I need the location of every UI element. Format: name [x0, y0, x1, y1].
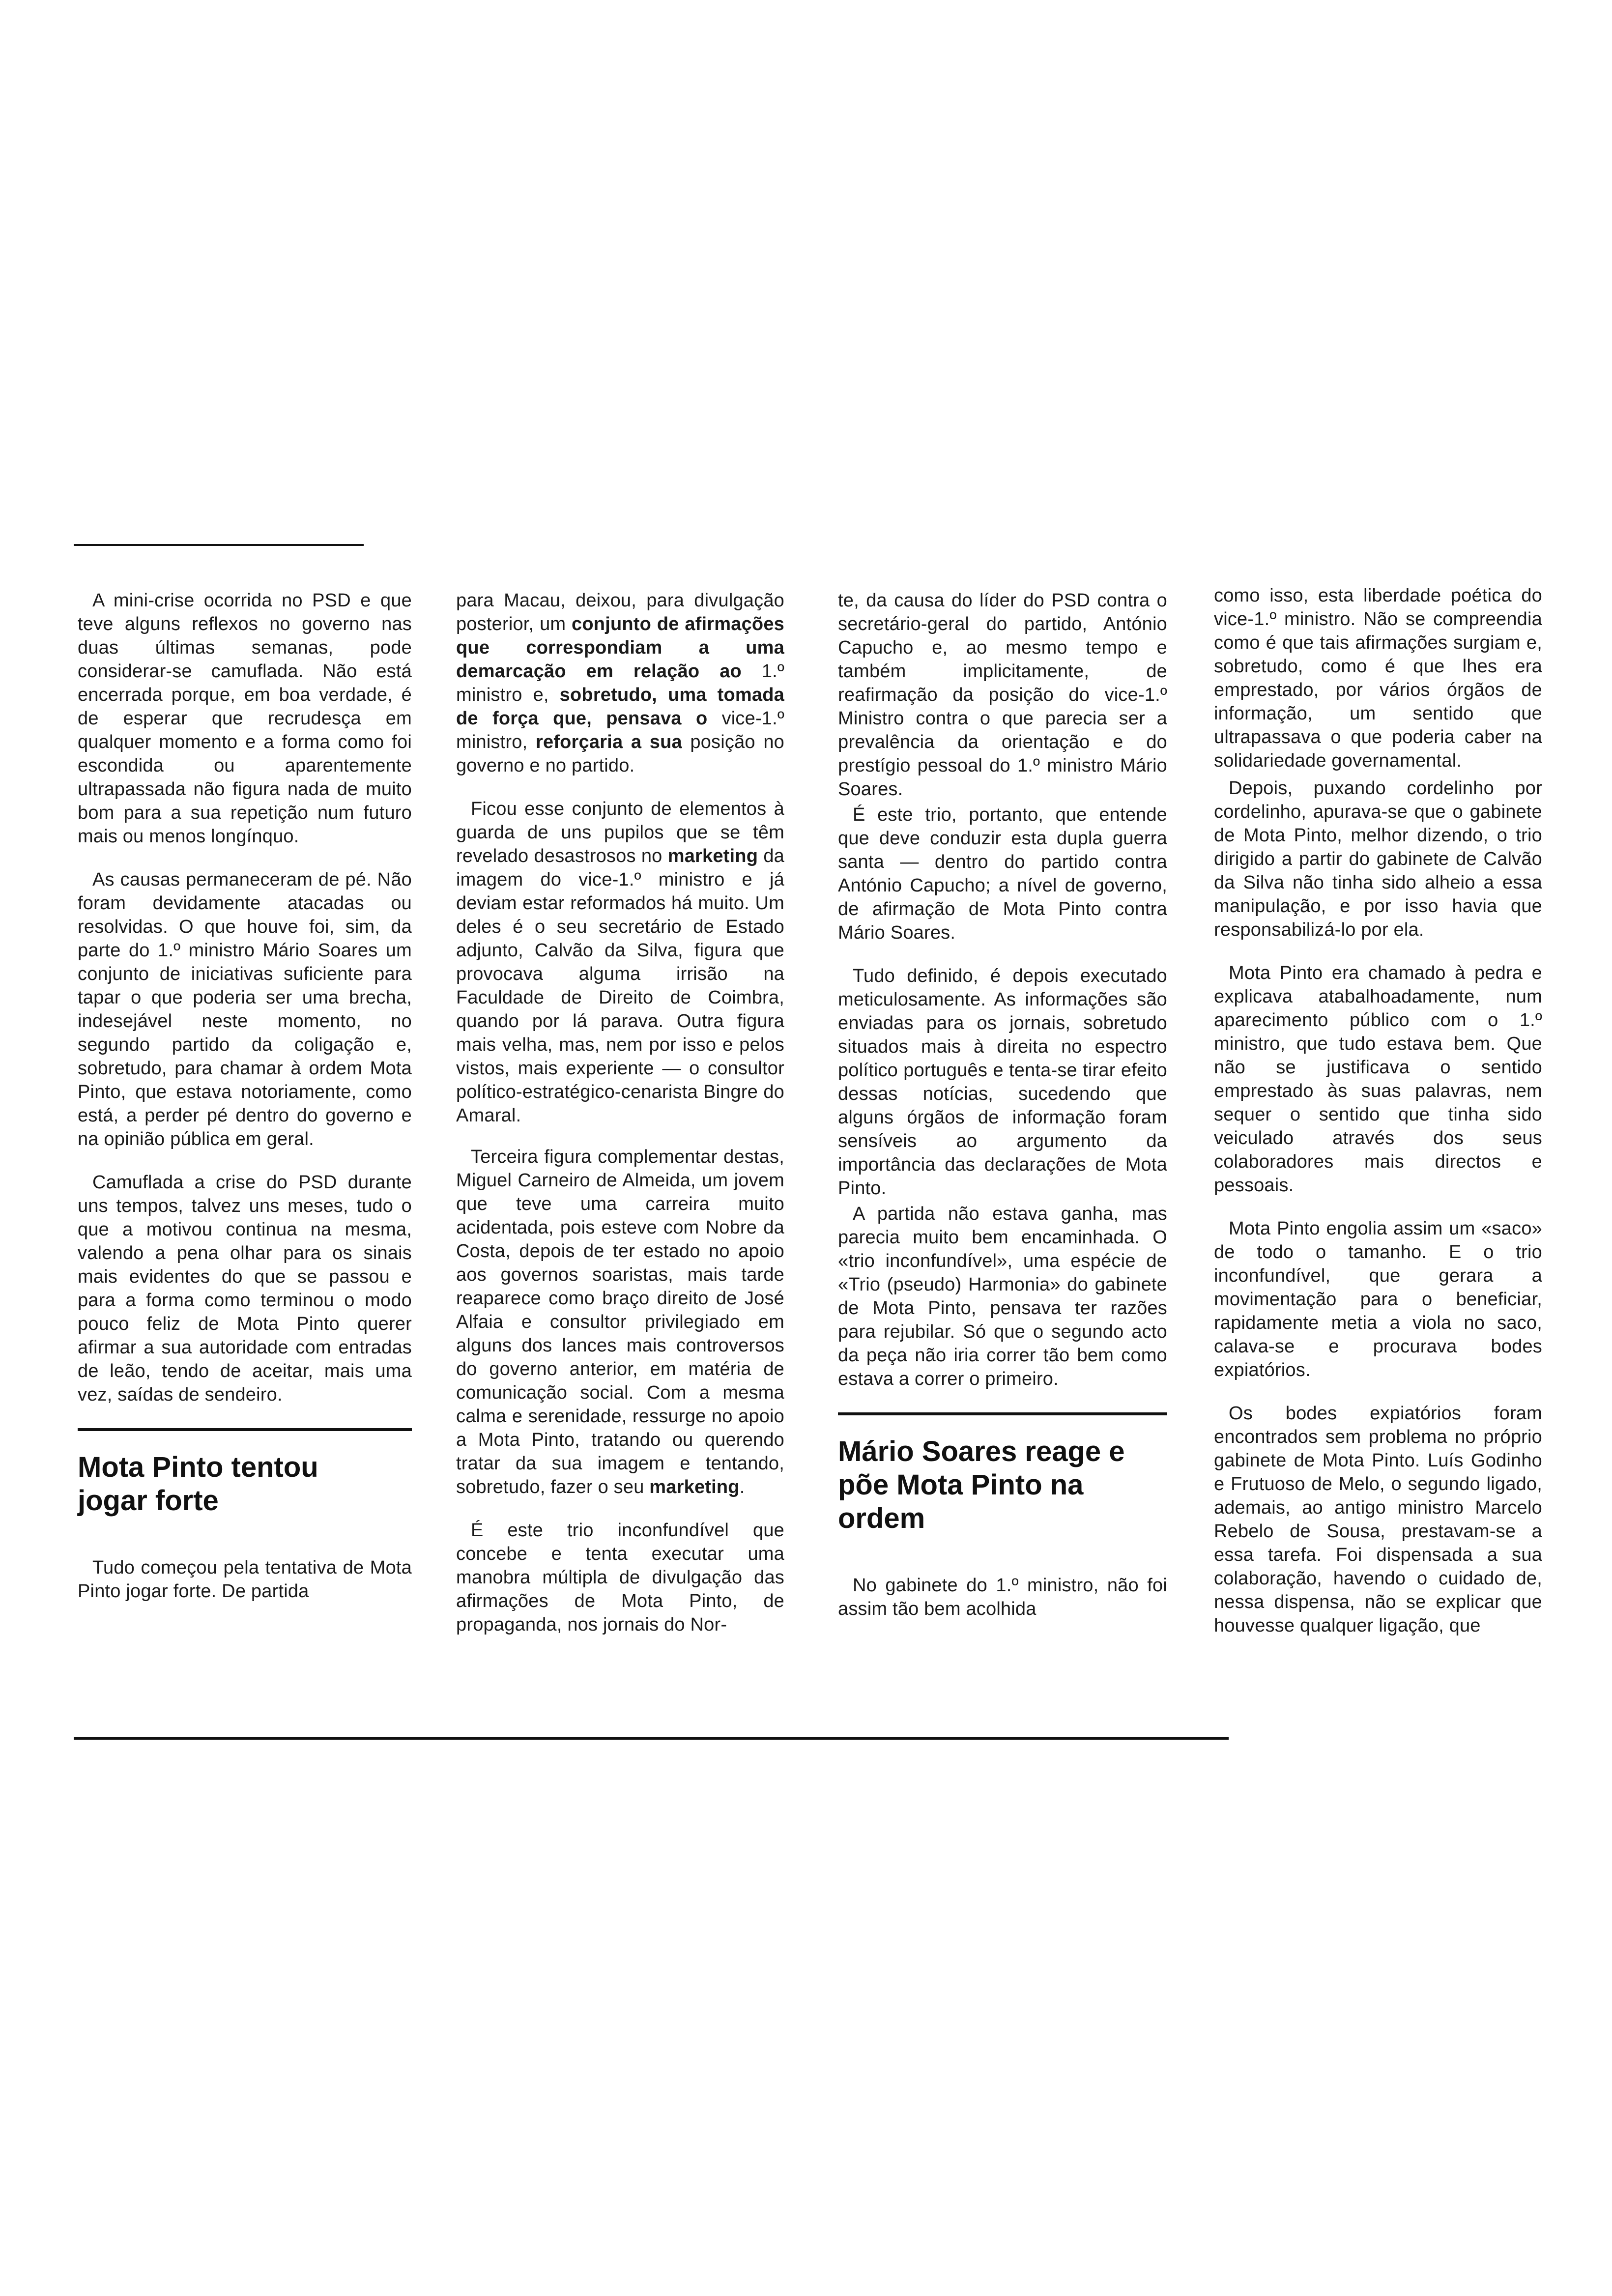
bottom-rule — [74, 1737, 1229, 1740]
paragraph: A mini-crise ocorrida no PSD e que teve alguns reflexos no governo nas duas últimas semanas, pode considerar-se camuflada. Não está encerrada porque, em boa verdade, é de esperar que recrudesça em qualquer momento e a forma como foi escondida ou aparentemente ultrapassada não figura nada de muito bom para a sua repetição num futuro mais ou menos longínquo. — [78, 590, 412, 847]
section-rule — [78, 1428, 412, 1431]
section-heading: Mota Pinto tentou jogar forte — [78, 1451, 318, 1517]
paragraph: No gabinete do 1.º ministro, não foi assim tão bem acolhida — [838, 1575, 1167, 1619]
paragraph: como isso, esta liberdade poética do vice-1.º ministro. Não se compreendia como é que tais afirmações surgiam e, sobretudo, como é que lhes era emprestado, por vários órgãos de informação, um sentido que ultrapassava o que poderia caber na solidariedade governamental. — [1214, 585, 1542, 771]
paragraph: Terceira figura complementar destas, Miguel Carneiro de Almeida, um jovem que teve uma carreira muito acidentada, pois esteve com Nobre da Costa, depois de ter estado no apoio aos governos soaristas, mais tarde reaparece como braço direito de José Alfaia e consultor privilegiado em alguns dos lances mais controversos do governo anterior, em matéria de comunicação social. Com a mesma calma e serenidade, ressurge no apoio a Mota Pinto, tratando ou querendo tratar da sua imagem e tentando, sobretudo, fazer o seu marketing. — [456, 1147, 784, 1497]
paragraph: É este trio, portanto, que entende que deve conduzir esta dupla guerra santa — dentro do partido contra António Capucho; a nível de governo, de afirmação de Mota Pinto contra Mário Soares. — [838, 804, 1167, 943]
column-1 — [78, 589, 412, 1623]
paragraph: As causas permaneceram de pé. Não foram devidamente atacadas ou resolvidas. O que houve foi, sim, da parte do 1.º ministro Mário Soares um conjunto de iniciativas suficiente para tapar o que poderia ser uma brecha, indesejável neste momento, no segundo partido da coligação e, sobretudo, para chamar à ordem Mota Pinto, que estava notoriamente, como está, a perder pé dentro do governo e na opinião pública em geral. — [78, 869, 412, 1149]
paragraph: Mota Pinto era chamado à pedra e explicava atabalhoadamente, num aparecimento público com o 1.º ministro, que tudo estava bem. Que não se justificava o sentido emprestado às suas palavras, nem sequer o sentido que tinha sido veiculado através dos seus colaboradores mais directos e pessoais. — [1214, 963, 1542, 1196]
paragraph: Tudo definido, é depois executado meticulosamente. As informações são enviadas para os jornais, sobretudo situados mais à direita no espectro político português e tenta-se tirar efeito dessas notícias, sucedendo que alguns órgãos de informação foram sensíveis ao argumento da importância das declarações de Mota Pinto. — [838, 966, 1167, 1199]
paragraph: Os bodes expiatórios foram encontrados sem problema no próprio gabinete de Mota Pinto. Luís Godinho e Frutuoso de Melo, o segundo ligado, ademais, ao antigo ministro Marcelo Rebelo de Sousa, prestavam-se a essa tarefa. Foi dispensada a sua colaboração, havendo o cuidado de, nessa dispensa, não se explicar que houvesse qualquer ligação, que — [1214, 1403, 1542, 1636]
paragraph: É este trio inconfundível que concebe e tenta executar uma manobra múltipla de divulgação das afirmações de Mota Pinto, de propaganda, nos jornais do Nor- — [456, 1520, 784, 1635]
section-rule — [838, 1412, 1167, 1415]
paragraph: Camuflada a crise do PSD durante uns tempos, talvez uns meses, tudo o que a motivou continua na mesma, valendo a pena olhar para os sinais mais evidentes do que se passou e para a forma como terminou o modo pouco feliz de Mota Pinto querer afirmar a sua autoridade com entradas de leão, tendo de aceitar, mais uma vez, saídas de sendeiro. — [78, 1172, 412, 1405]
column-2 — [456, 589, 784, 1656]
paragraph: para Macau, deixou, para divulgação posterior, um conjunto de afirmações que correspondiam a uma demarcação em relação ao 1.º ministro e, sobretudo, uma tomada de força que, pensava o vice-1.º ministro, reforçaria a sua posição no governo e no partido. — [456, 590, 785, 776]
paragraph: Tudo começou pela tentativa de Mota Pinto jogar forte. De partida — [78, 1557, 412, 1602]
paragraph: te, da causa do líder do PSD contra o secretário-geral do partido, António Capucho e, ao mesmo tempo e também implicitamente, de reafirmação da posição do vice-1.º Ministro contra o que parecia ser a prevalência da orientação e do prestígio pessoal do 1.º ministro Mário Soares. — [838, 590, 1167, 800]
column-4 — [1214, 584, 1542, 1657]
paragraph: Depois, puxando cordelinho por cordelinho, apurava-se que o gabinete de Mota Pinto, melhor dizendo, o trio dirigido a partir do gabinete de Calvão da Silva não tinha sido alheio a essa manipulação, e por isso havia que responsabilizá-lo por ela. — [1214, 778, 1542, 940]
paragraph: A partida não estava ganha, mas parecia muito bem encaminhada. O «trio inconfundível», uma espécie de «Trio (pseudo) Harmonia» do gabinete de Mota Pinto, pensava ter razões para rejubilar. Só que o segundo acto da peça não iria correr tão bem como estava a correr o primeiro. — [838, 1204, 1167, 1389]
column-3 — [838, 589, 1167, 1640]
paragraph: Mota Pinto engolia assim um «saco» de todo o tamanho. E o trio inconfundível, que gerara a movimentação para o beneficiar, rapidamente metia a viola no saco, calava-se e procurava bodes expiatórios. — [1214, 1218, 1542, 1380]
top-rule — [74, 544, 364, 546]
section-heading: Mário Soares reage e põe Mota Pinto na ordem — [838, 1435, 1125, 1534]
paragraph: Ficou esse conjunto de elementos à guarda de uns pupilos que se têm revelado desastrosos no marketing da imagem do vice-1.º ministro e já deviam estar reformados há muito. Um deles é o seu secretário de Estado adjunto, Calvão da Silva, figura que provocava alguma irrisão na Faculdade de Direito de Coimbra, quando por lá parava. Outra figura mais velha, mas, nem por isso e pelos vistos, mais experiente — o consultor político-estratégico-cenarista Bingre do Amaral. — [456, 799, 784, 1126]
